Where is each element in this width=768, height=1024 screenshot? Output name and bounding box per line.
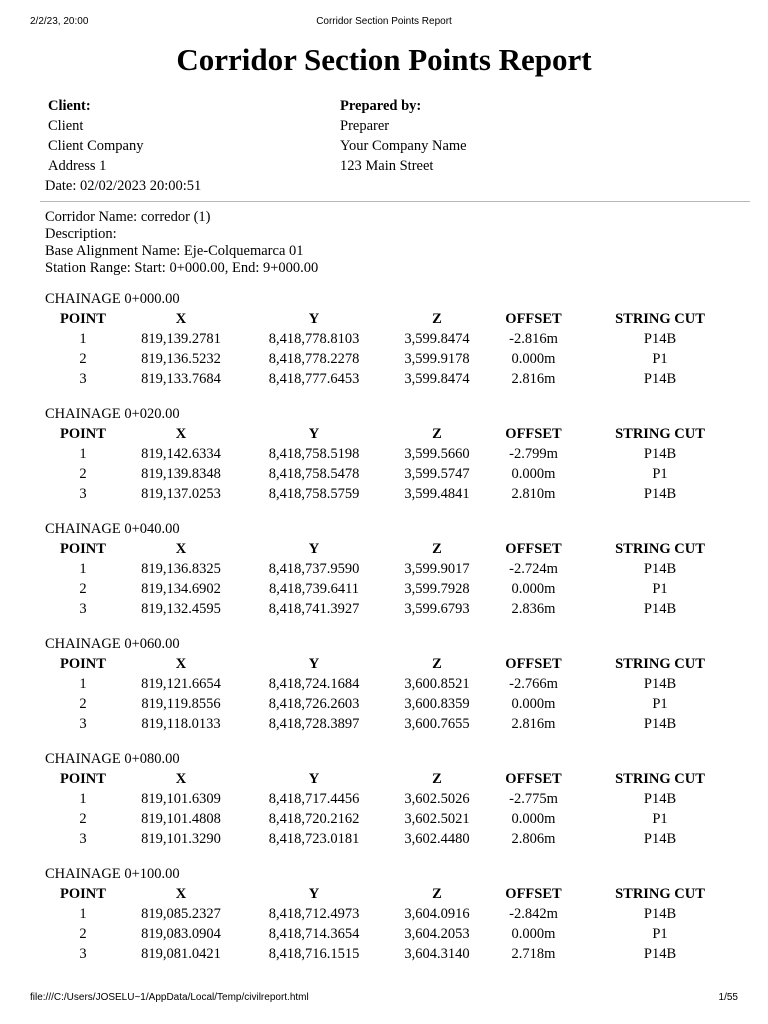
points-table xyxy=(45,769,740,849)
cell-string-cut: P14B xyxy=(643,716,677,732)
table-row xyxy=(45,349,740,369)
cell-point: 2 xyxy=(79,466,87,482)
cell-point: 3 xyxy=(79,601,87,617)
cell-y: 8,418,778.2278 xyxy=(268,351,360,367)
print-title: Corridor Section Points Report xyxy=(316,16,452,27)
client-block xyxy=(48,96,143,176)
cell-z: 3,599.9017 xyxy=(404,561,470,577)
cell-y: 8,418,758.5198 xyxy=(268,446,360,462)
chainage-section xyxy=(0,866,768,981)
cell-x: 819,081.0421 xyxy=(141,946,221,962)
cell-x: 819,133.7684 xyxy=(141,371,221,387)
cell-z: 3,599.4841 xyxy=(404,486,470,502)
cell-string-cut: P1 xyxy=(652,581,668,597)
cell-z: 3,604.0916 xyxy=(404,906,470,922)
table-row xyxy=(45,329,740,349)
cell-x: 819,142.6334 xyxy=(141,446,221,462)
cell-x: 819,134.6902 xyxy=(141,581,221,597)
chainage-section xyxy=(0,636,768,751)
cell-x: 819,083.0904 xyxy=(141,926,221,942)
points-table xyxy=(45,539,740,619)
column-header-string-cut: STRING CUT xyxy=(615,656,705,672)
prepared-by-label: Prepared by: xyxy=(340,98,422,114)
cell-offset: 2.816m xyxy=(511,371,556,387)
cell-z: 3,599.5747 xyxy=(404,466,470,482)
column-header-string-cut: STRING CUT xyxy=(615,886,705,902)
table-row xyxy=(45,599,740,619)
cell-string-cut: P14B xyxy=(643,906,677,922)
cell-string-cut: P14B xyxy=(643,561,677,577)
table-header-row xyxy=(45,539,740,559)
cell-point: 3 xyxy=(79,486,87,502)
table-row xyxy=(45,369,740,389)
chainage-label: CHAINAGE 0+040.00 xyxy=(45,521,180,537)
table-row xyxy=(45,714,740,734)
column-header-offset: OFFSET xyxy=(505,426,562,442)
points-table xyxy=(45,309,740,389)
report-date: Date: 02/02/2023 20:00:51 xyxy=(45,178,202,194)
cell-y: 8,418,723.0181 xyxy=(268,831,360,847)
column-header-x: X xyxy=(175,771,187,787)
column-header-point: POINT xyxy=(60,771,106,787)
cell-y: 8,418,739.6411 xyxy=(268,581,360,597)
column-header-y: Y xyxy=(308,656,320,672)
points-table xyxy=(45,884,740,964)
chainage-section xyxy=(0,521,768,636)
cell-z: 3,599.9178 xyxy=(404,351,470,367)
cell-x: 819,136.5232 xyxy=(141,351,221,367)
cell-offset: -2.766m xyxy=(509,676,558,692)
cell-z: 3,599.5660 xyxy=(404,446,470,462)
column-header-offset: OFFSET xyxy=(505,771,562,787)
cell-x: 819,121.6654 xyxy=(141,676,221,692)
column-header-point: POINT xyxy=(60,541,106,557)
cell-z: 3,602.5026 xyxy=(404,791,470,807)
cell-point: 2 xyxy=(79,926,87,942)
cell-string-cut: P1 xyxy=(652,466,668,482)
corridor-alignment: Base Alignment Name: Eje-Colquemarca 01 xyxy=(45,243,304,259)
cell-y: 8,418,777.6453 xyxy=(268,371,360,387)
cell-offset: 0.000m xyxy=(511,466,556,482)
cell-y: 8,418,758.5478 xyxy=(268,466,360,482)
report-title: Corridor Section Points Report xyxy=(176,42,592,77)
cell-y: 8,418,726.2603 xyxy=(268,696,360,712)
table-row xyxy=(45,484,740,504)
cell-x: 819,101.4808 xyxy=(141,811,221,827)
cell-offset: -2.799m xyxy=(509,446,558,462)
cell-x: 819,137.0253 xyxy=(141,486,221,502)
cell-point: 1 xyxy=(79,791,87,807)
print-footer xyxy=(30,992,738,1006)
table-row xyxy=(45,444,740,464)
print-header xyxy=(30,16,738,30)
cell-y: 8,418,737.9590 xyxy=(268,561,360,577)
cell-y: 8,418,712.4973 xyxy=(268,906,360,922)
cell-y: 8,418,717.4456 xyxy=(268,791,360,807)
preparer-name: Preparer xyxy=(340,118,390,134)
cell-point: 3 xyxy=(79,946,87,962)
table-header-row xyxy=(45,309,740,329)
cell-string-cut: P14B xyxy=(643,486,677,502)
cell-z: 3,599.6793 xyxy=(404,601,470,617)
cell-offset: 2.718m xyxy=(511,946,556,962)
cell-z: 3,599.8474 xyxy=(404,331,470,347)
column-header-point: POINT xyxy=(60,311,106,327)
cell-offset: 0.000m xyxy=(511,581,556,597)
cell-point: 1 xyxy=(79,446,87,462)
table-header-row xyxy=(45,884,740,904)
cell-point: 1 xyxy=(79,561,87,577)
chainage-label: CHAINAGE 0+060.00 xyxy=(45,636,180,652)
table-row xyxy=(45,579,740,599)
cell-x: 819,085.2327 xyxy=(141,906,221,922)
divider xyxy=(40,201,750,202)
column-header-offset: OFFSET xyxy=(505,886,562,902)
points-table xyxy=(45,654,740,734)
cell-point: 1 xyxy=(79,676,87,692)
column-header-offset: OFFSET xyxy=(505,311,562,327)
cell-z: 3,599.8474 xyxy=(404,371,470,387)
column-header-z: Z xyxy=(432,541,442,557)
cell-point: 2 xyxy=(79,696,87,712)
column-header-string-cut: STRING CUT xyxy=(615,541,705,557)
cell-y: 8,418,741.3927 xyxy=(268,601,360,617)
cell-point: 2 xyxy=(79,351,87,367)
cell-z: 3,599.7928 xyxy=(404,581,470,597)
corridor-description: Description: xyxy=(45,226,117,242)
chainage-section xyxy=(0,751,768,866)
table-row xyxy=(45,559,740,579)
table-row xyxy=(45,904,740,924)
table-row xyxy=(45,809,740,829)
cell-y: 8,418,728.3897 xyxy=(268,716,360,732)
column-header-offset: OFFSET xyxy=(505,656,562,672)
cell-string-cut: P14B xyxy=(643,601,677,617)
client-name: Client xyxy=(48,118,84,134)
table-row xyxy=(45,924,740,944)
cell-y: 8,418,714.3654 xyxy=(268,926,360,942)
cell-offset: -2.816m xyxy=(509,331,558,347)
cell-y: 8,418,758.5759 xyxy=(268,486,360,502)
column-header-z: Z xyxy=(432,771,442,787)
column-header-z: Z xyxy=(432,656,442,672)
column-header-string-cut: STRING CUT xyxy=(615,311,705,327)
cell-offset: 0.000m xyxy=(511,926,556,942)
column-header-y: Y xyxy=(308,771,320,787)
cell-string-cut: P1 xyxy=(652,926,668,942)
cell-point: 2 xyxy=(79,811,87,827)
cell-string-cut: P14B xyxy=(643,331,677,347)
chainage-label: CHAINAGE 0+100.00 xyxy=(45,866,180,882)
table-row xyxy=(45,674,740,694)
cell-z: 3,600.8359 xyxy=(404,696,470,712)
cell-z: 3,604.3140 xyxy=(404,946,470,962)
table-header-row xyxy=(45,424,740,444)
cell-offset: 2.810m xyxy=(511,486,556,502)
cell-x: 819,101.3290 xyxy=(141,831,221,847)
cell-offset: 0.000m xyxy=(511,351,556,367)
column-header-y: Y xyxy=(308,886,320,902)
column-header-y: Y xyxy=(308,311,320,327)
table-header-row xyxy=(45,769,740,789)
preparer-company: Your Company Name xyxy=(340,138,467,154)
column-header-x: X xyxy=(175,541,187,557)
cell-y: 8,418,720.2162 xyxy=(268,811,360,827)
cell-string-cut: P1 xyxy=(652,811,668,827)
column-header-x: X xyxy=(175,426,187,442)
cell-point: 2 xyxy=(79,581,87,597)
points-table xyxy=(45,424,740,504)
sections-list xyxy=(0,291,768,981)
column-header-z: Z xyxy=(432,311,442,327)
chainage-label: CHAINAGE 0+080.00 xyxy=(45,751,180,767)
cell-string-cut: P14B xyxy=(643,371,677,387)
chainage-label: CHAINAGE 0+020.00 xyxy=(45,406,180,422)
file-path: file:///C:/Users/JOSELU~1/AppData/Local/Temp/civilreport.html xyxy=(30,992,309,1003)
cell-x: 819,136.8325 xyxy=(141,561,221,577)
column-header-x: X xyxy=(175,886,187,902)
prepared-by-block xyxy=(340,96,467,176)
cell-offset: -2.775m xyxy=(509,791,558,807)
column-header-point: POINT xyxy=(60,886,106,902)
cell-offset: 2.816m xyxy=(511,716,556,732)
cell-point: 3 xyxy=(79,716,87,732)
cell-x: 819,139.2781 xyxy=(141,331,221,347)
table-row xyxy=(45,829,740,849)
column-header-z: Z xyxy=(432,426,442,442)
chainage-section xyxy=(0,291,768,406)
column-header-y: Y xyxy=(308,426,320,442)
table-row xyxy=(45,789,740,809)
cell-point: 3 xyxy=(79,371,87,387)
cell-y: 8,418,716.1515 xyxy=(268,946,360,962)
corridor-station-range: Station Range: Start: 0+000.00, End: 9+000.00 xyxy=(45,260,319,276)
cell-string-cut: P14B xyxy=(643,791,677,807)
column-header-string-cut: STRING CUT xyxy=(615,771,705,787)
cell-string-cut: P1 xyxy=(652,696,668,712)
cell-y: 8,418,724.1684 xyxy=(268,676,360,692)
chainage-label: CHAINAGE 0+000.00 xyxy=(45,291,180,307)
cell-offset: 2.806m xyxy=(511,831,556,847)
table-header-row xyxy=(45,654,740,674)
print-datetime: 2/2/23, 20:00 xyxy=(30,16,89,27)
column-header-y: Y xyxy=(308,541,320,557)
cell-string-cut: P14B xyxy=(643,676,677,692)
preparer-address: 123 Main Street xyxy=(340,158,434,174)
corridor-info xyxy=(45,209,318,277)
cell-offset: 0.000m xyxy=(511,811,556,827)
cell-x: 819,118.0133 xyxy=(141,716,221,732)
cell-offset: 2.836m xyxy=(511,601,556,617)
client-address: Address 1 xyxy=(48,158,107,174)
cell-string-cut: P14B xyxy=(643,831,677,847)
table-row xyxy=(45,464,740,484)
cell-offset: -2.724m xyxy=(509,561,558,577)
client-company: Client Company xyxy=(48,138,144,154)
cell-y: 8,418,778.8103 xyxy=(268,331,360,347)
column-header-point: POINT xyxy=(60,426,106,442)
column-header-offset: OFFSET xyxy=(505,541,562,557)
cell-z: 3,602.5021 xyxy=(404,811,470,827)
cell-point: 3 xyxy=(79,831,87,847)
cell-point: 1 xyxy=(79,906,87,922)
cell-z: 3,600.8521 xyxy=(404,676,470,692)
cell-x: 819,119.8556 xyxy=(141,696,221,712)
column-header-z: Z xyxy=(432,886,442,902)
page-number: 1/55 xyxy=(718,992,738,1003)
cell-point: 1 xyxy=(79,331,87,347)
cell-string-cut: P1 xyxy=(652,351,668,367)
cell-string-cut: P14B xyxy=(643,446,677,462)
column-header-point: POINT xyxy=(60,656,106,672)
column-header-x: X xyxy=(175,656,187,672)
column-header-string-cut: STRING CUT xyxy=(615,426,705,442)
cell-x: 819,139.8348 xyxy=(141,466,221,482)
cell-z: 3,604.2053 xyxy=(404,926,470,942)
cell-x: 819,132.4595 xyxy=(141,601,221,617)
table-row xyxy=(45,944,740,964)
client-label: Client: xyxy=(48,98,91,114)
cell-z: 3,602.4480 xyxy=(404,831,470,847)
column-header-x: X xyxy=(175,311,187,327)
cell-z: 3,600.7655 xyxy=(404,716,470,732)
cell-string-cut: P14B xyxy=(643,946,677,962)
cell-offset: 0.000m xyxy=(511,696,556,712)
table-row xyxy=(45,694,740,714)
cell-offset: -2.842m xyxy=(509,906,558,922)
cell-x: 819,101.6309 xyxy=(141,791,221,807)
corridor-name: Corridor Name: corredor (1) xyxy=(45,209,211,225)
chainage-section xyxy=(0,406,768,521)
